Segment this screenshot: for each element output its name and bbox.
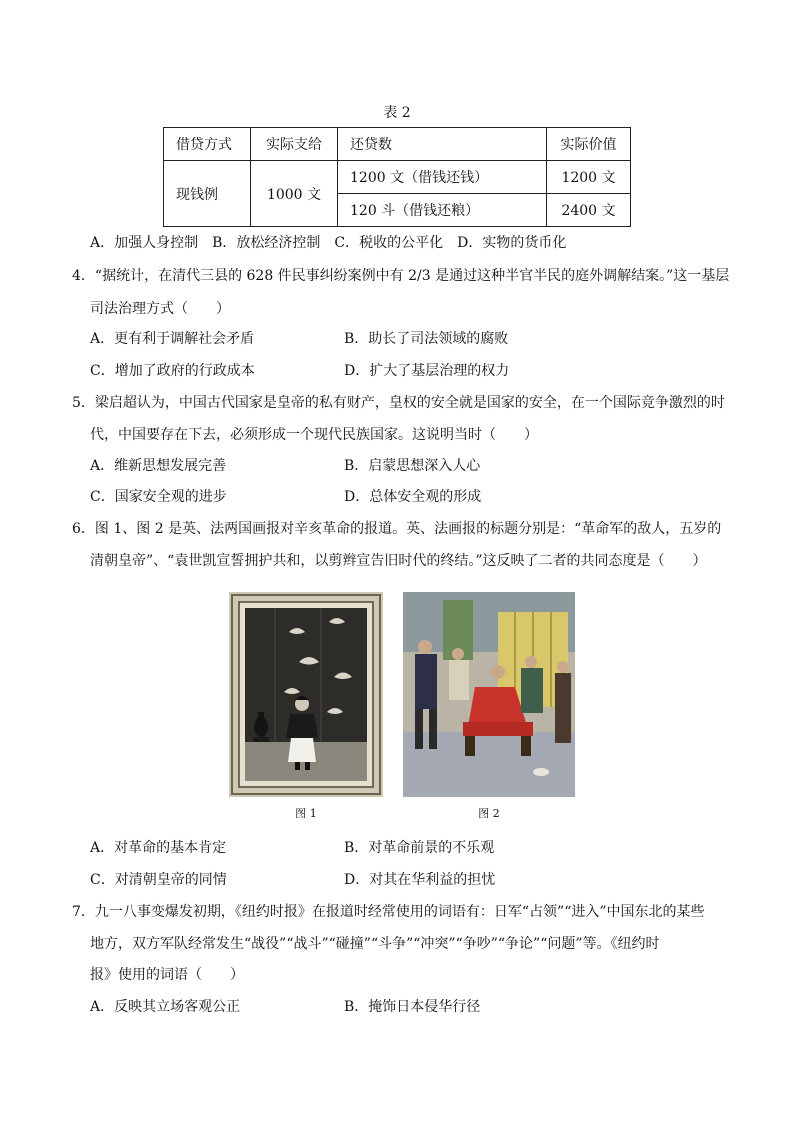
q7-option-a: A．反映其立场客观公正: [90, 999, 241, 1015]
q7-stem-line1: 7．九一八事变爆发初期，《纽约时报》在报道时经常使用的词语有：日军“占领”“进入”中国东北的某些: [72, 904, 705, 920]
q6-stem-line2: 清朝皇帝”、“袁世凯宣誓拥护共和，以剪辫宣告旧时代的终结。”这反映了二者的共同态度是（ ）: [90, 553, 707, 569]
q6-option-a: A．对革命的基本肯定: [90, 840, 227, 856]
table-header-cell: 实际支给: [251, 128, 338, 161]
table-repay-cell: 120 斗（借钱还粮）: [338, 194, 547, 227]
q4-option-b: B．助长了司法领域的腐败: [344, 331, 509, 347]
q5-stem-line1: 5．梁启超认为，中国古代国家是皇帝的私有财产，皇权的安全就是国家的安全，在一个国际竞争激烈的时: [72, 395, 725, 411]
table-paid-cell: 1000 文: [251, 161, 338, 227]
q6-option-d: D．对其在华利益的担忧: [344, 872, 496, 888]
table-header-cell: 借贷方式: [164, 128, 251, 161]
table-2: [163, 127, 631, 227]
q4-stem-line1: 4．“据统计，在清代三县的 628 件民事纠纷案例中有 2/3 是通过这种半官半民的庭外调解结案。”这一基层: [72, 268, 730, 284]
figure-1-label: 图 1: [295, 807, 317, 820]
q3-options: A．加强人身控制 B．放松经济控制 C．税收的公平化 D．实物的货币化: [90, 235, 567, 251]
table-row: [164, 161, 631, 194]
table-repay-cell: 1200 文（借钱还钱）: [338, 161, 547, 194]
table-value-cell: 1200 文: [547, 161, 631, 194]
q6-option-b: B．对革命前景的不乐观: [344, 840, 495, 856]
q4-stem-line2: 司法治理方式（ ）: [90, 301, 230, 317]
q4-option-a: A．更有利于调解社会矛盾: [90, 331, 255, 347]
table-header-cell: 还贷数: [338, 128, 547, 161]
q5-option-c: C．国家安全观的进步: [90, 489, 227, 505]
q6-option-c: C．对清朝皇帝的同情: [90, 872, 227, 888]
q5-option-a: A．维新思想发展完善: [90, 458, 227, 474]
table-value-cell: 2400 文: [547, 194, 631, 227]
q4-option-c: C．增加了政府的行政成本: [90, 363, 255, 379]
table-row-label: 现钱例: [164, 161, 251, 227]
figure-2-image: [403, 592, 575, 797]
table-header-cell: 实际价值: [547, 128, 631, 161]
q7-option-b: B．掩饰日本侵华行径: [344, 999, 481, 1015]
table-caption: 表 2: [383, 105, 411, 121]
q7-stem-line2: 地方，双方军队经常发生“战役”“战斗”“碰撞”“斗争”“冲突”“争吵”“争论”“问题”等。《纽约时: [90, 936, 660, 952]
q6-stem-line1: 6．图 1、图 2 是英、法两国画报对辛亥革命的报道。英、法画报的标题分别是：“革命军的敌人，五岁的: [72, 521, 722, 537]
table-header-row: [164, 128, 631, 161]
q5-option-b: B．启蒙思想深入人心: [344, 458, 481, 474]
q7-stem-line3: 报》使用的词语（ ）: [90, 967, 244, 983]
q4-option-d: D．扩大了基层治理的权力: [344, 363, 510, 379]
q5-stem-line2: 代，中国要存在下去，必须形成一个现代民族国家。这说明当时（ ）: [90, 427, 538, 443]
figure-2-label: 图 2: [478, 807, 500, 820]
figure-1-image: [229, 592, 383, 797]
q5-option-d: D．总体安全观的形成: [344, 489, 482, 505]
